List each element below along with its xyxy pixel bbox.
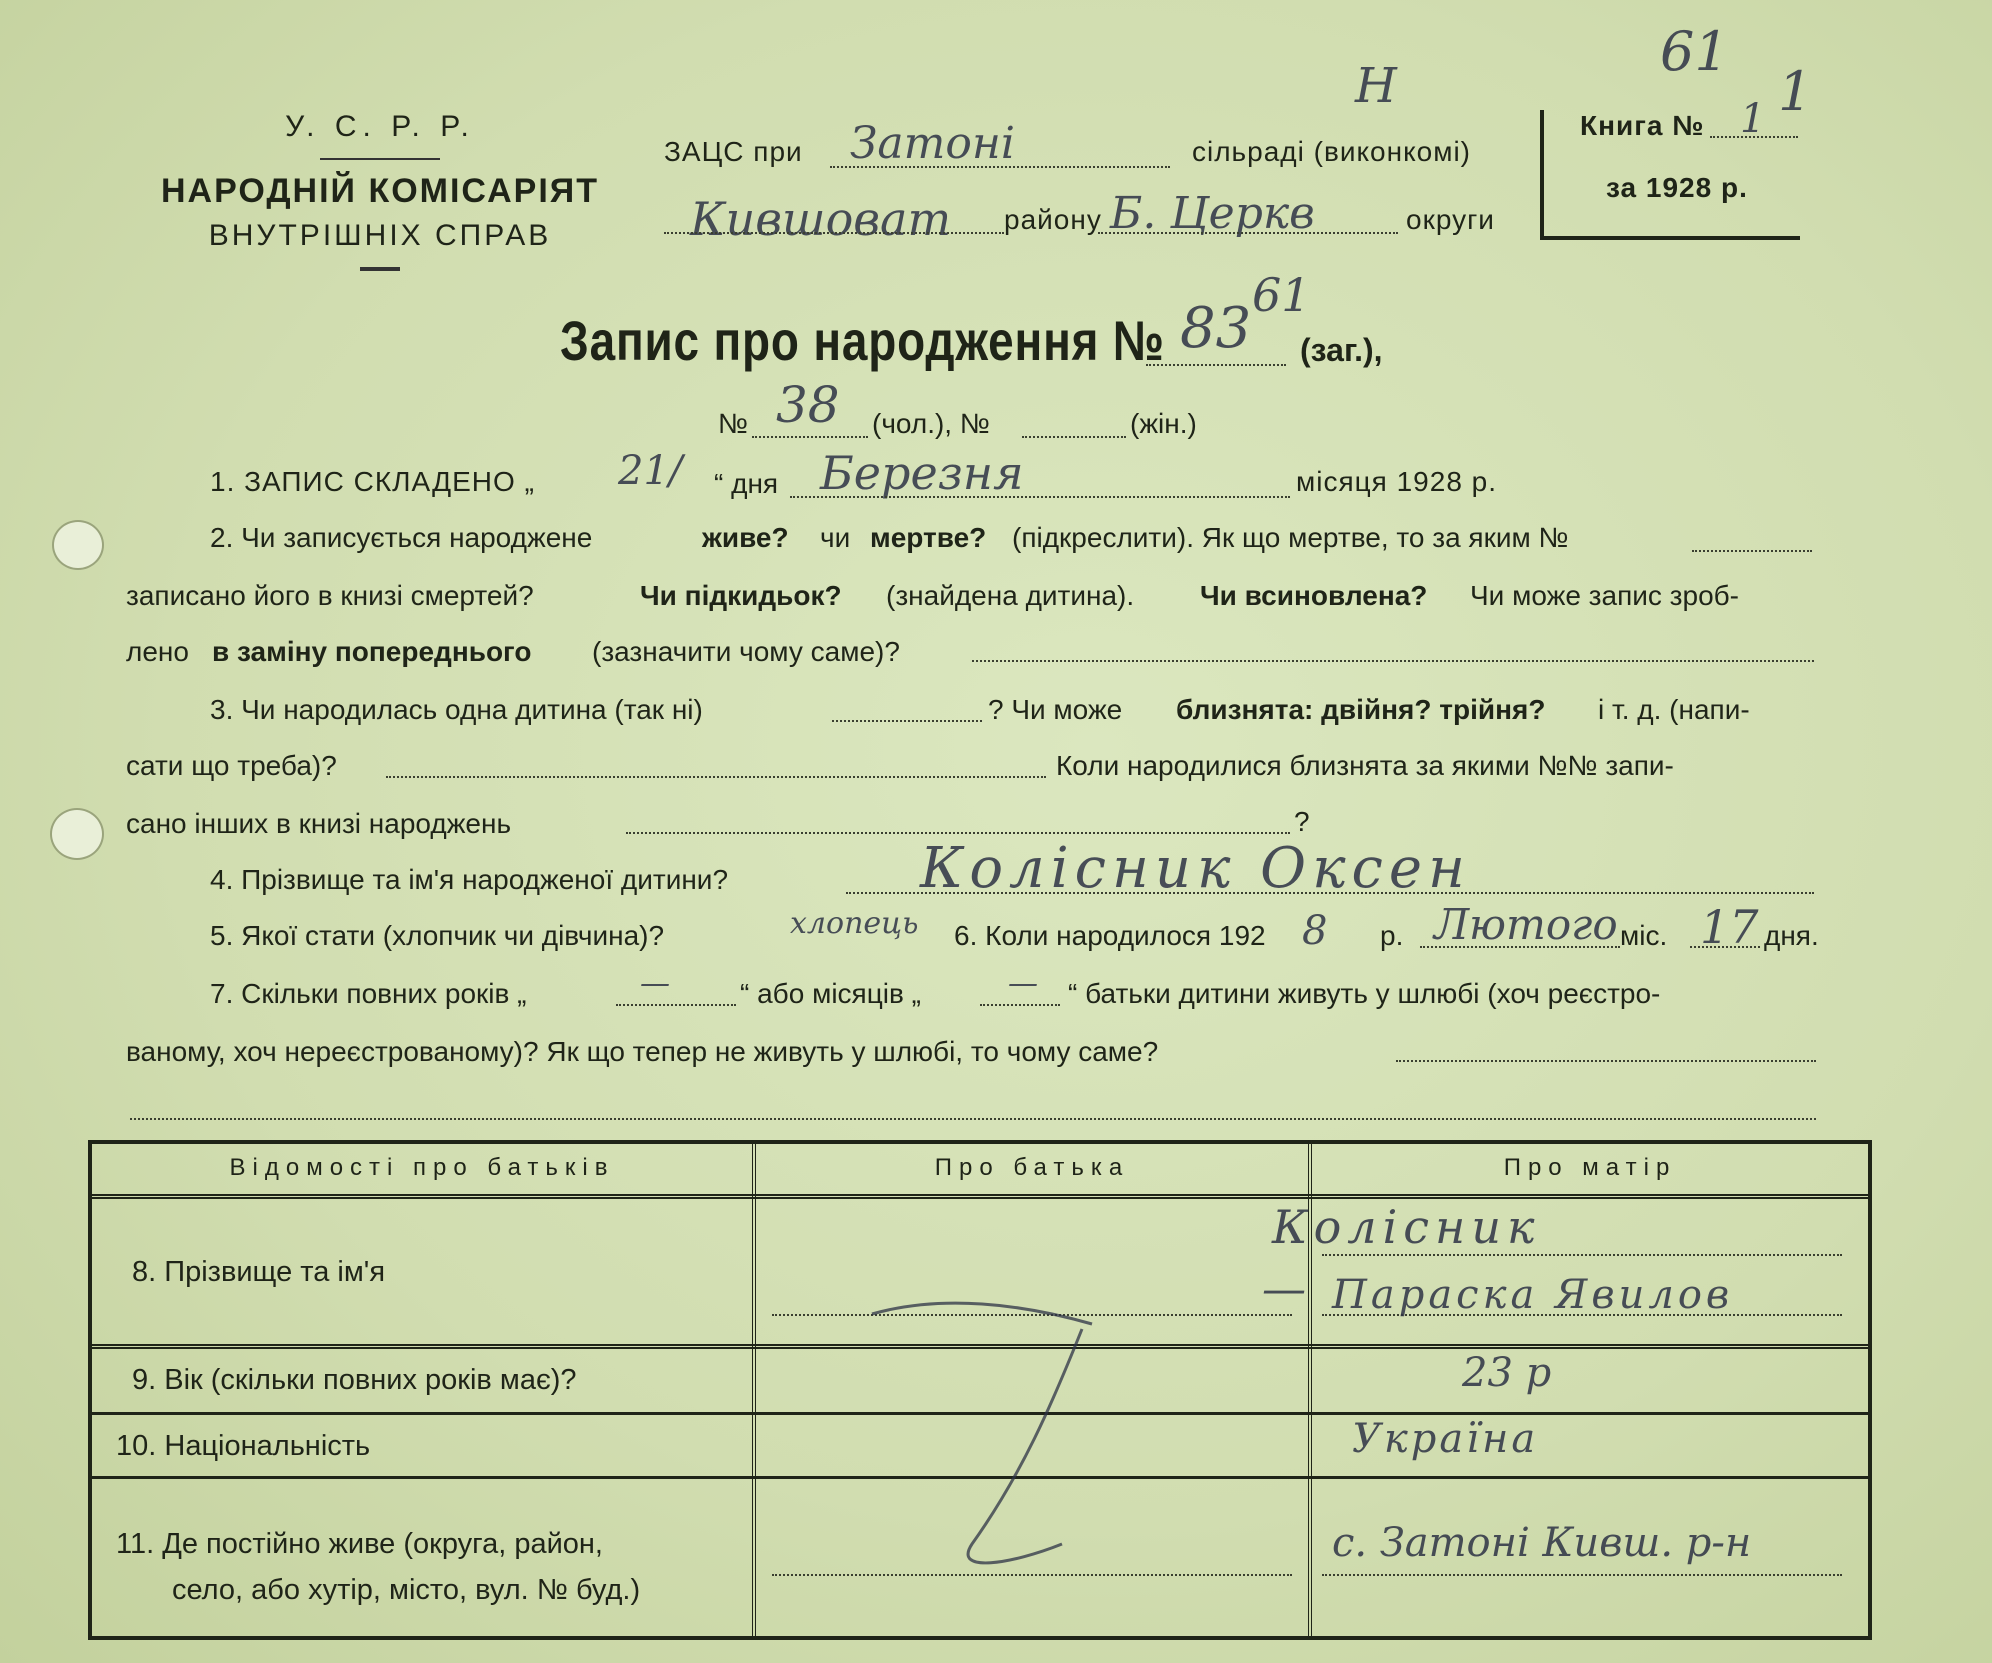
q5-sex: хлопець: [790, 906, 919, 941]
fill-line: [980, 1004, 1060, 1006]
female-label: (жін.): [1130, 408, 1197, 439]
q2-foundling: Чи підкидьок?: [640, 580, 842, 611]
male-number: 38: [776, 376, 840, 434]
fill-line: [1692, 550, 1812, 552]
fill-line: [626, 832, 1290, 834]
q6-day: 17: [1700, 900, 1759, 954]
father-dash-stroke: [852, 1274, 1152, 1594]
q4-child-name: Колісник Оксен: [920, 836, 1471, 901]
q2-live: живе?: [702, 522, 789, 553]
book-label: Книга №: [1580, 110, 1705, 141]
top-number: 61: [1660, 20, 1729, 83]
fill-line: [130, 1118, 1816, 1120]
district-label: району: [1004, 204, 1102, 235]
parents-table: [88, 1140, 1872, 1640]
mother-surname: Колісник: [1272, 1200, 1541, 1254]
column-header: Про батька: [934, 1154, 1130, 1181]
father-name: —: [1262, 1264, 1306, 1315]
column-header: Відомості про батьків: [229, 1154, 615, 1181]
zags-suffix: сільраді (виконкомі): [1192, 136, 1471, 167]
q6-year: 8: [1302, 908, 1328, 954]
q7-text: 7. Скільки повних років „: [210, 978, 527, 1009]
record-number-over: 61: [1252, 268, 1311, 322]
binder-hole: [52, 520, 104, 570]
q2-text: (знайдена дитина).: [886, 580, 1135, 611]
fill-line: [846, 892, 1814, 894]
binder-hole: [50, 808, 104, 860]
q2-adopted: Чи всиновлена?: [1200, 580, 1428, 611]
q3-text: ? Чи може: [988, 694, 1123, 725]
divider: [320, 158, 440, 160]
q7-text: ваному, хоч нереєстрованому)? Як що тепер не живуть у шлюбі, то чому саме?: [126, 1036, 1159, 1067]
fill-line: [1022, 436, 1126, 438]
fill-line: [1710, 136, 1798, 138]
q3-text: ?: [1294, 806, 1310, 837]
q5-label: 5. Якої стати (хлопчик чи дівчина)?: [210, 920, 665, 951]
fill-line: [752, 436, 868, 438]
top-mark: Н: [1355, 58, 1397, 114]
q2-text: (підкреслити). Як що мертве, то за яким №: [1012, 522, 1569, 553]
fill-line: [1690, 946, 1760, 948]
fill-line: [1420, 946, 1620, 948]
state-name: У. С. Р. Р.: [285, 110, 475, 143]
q6-label: міс.: [1620, 920, 1668, 951]
divider: [360, 267, 400, 271]
record-title: Запис про народження №: [560, 309, 1165, 372]
organization-block: [140, 110, 620, 285]
fill-line: [1396, 1060, 1816, 1062]
q6-label: дня.: [1764, 920, 1819, 951]
q1-label: 1. ЗАПИС СКЛАДЕНО „: [210, 466, 535, 497]
q7-years: —: [640, 966, 670, 1001]
fill-line: [1322, 1254, 1842, 1256]
male-label: (чол.), №: [872, 408, 990, 439]
fill-line: [832, 720, 982, 722]
q3-text: Коли народилися близнята за якими №№ запи-: [1056, 750, 1674, 781]
q7-text: “ або місяців „: [740, 978, 921, 1009]
q4-label: 4. Прізвище та ім'я народженої дитини?: [210, 864, 729, 895]
record-suffix: (заг.),: [1300, 332, 1383, 368]
fill-line: [1098, 232, 1398, 234]
q1-month: Березня: [820, 446, 1024, 500]
zags-handwritten: Затоні: [850, 118, 1015, 169]
fill-line: [1322, 1574, 1842, 1576]
fill-line: [790, 496, 1290, 498]
mother-age: 23 р: [1462, 1350, 1552, 1396]
commissariat-subtitle: ВНУТРІШНІХ СПРАВ: [208, 219, 552, 252]
district-handwritten: Кившоват: [690, 192, 952, 246]
q3-text: 3. Чи народилась одна дитина (так ні): [210, 694, 703, 725]
record-number: 83: [1180, 296, 1252, 361]
okrug-handwritten: Б. Церкв: [1110, 188, 1315, 239]
q3-text: сано інших в книзі народжень: [126, 808, 512, 839]
q2-text: 2. Чи записується народжене: [210, 522, 593, 553]
q2-text: Чи може запис зроб-: [1470, 580, 1740, 611]
male-prefix: №: [718, 408, 749, 439]
q1-day-label: “ дня: [714, 468, 779, 499]
row-divider: [92, 1194, 1868, 1199]
fill-line: [972, 660, 1814, 662]
row-label: 8. Прізвище та ім'я: [132, 1256, 386, 1288]
q7-months: —: [1008, 966, 1038, 1001]
fill-line: [830, 166, 1170, 168]
fill-line: [1146, 364, 1286, 366]
row-label: 10. Національність: [116, 1430, 371, 1462]
okrug-label: округи: [1406, 204, 1495, 235]
q7-text: “ батьки дитини живуть у шлюбі (хоч реєстро-: [1068, 978, 1661, 1009]
q2-dead: мертве?: [870, 522, 987, 553]
fill-line: [386, 776, 1046, 778]
mother-nationality: Україна: [1352, 1416, 1539, 1462]
column-header: Про матір: [1503, 1154, 1677, 1181]
q1-day: 21/: [618, 448, 683, 494]
q2-or: чи: [820, 522, 851, 553]
row-label: 9. Вік (скільки повних років має)?: [132, 1364, 577, 1396]
column-divider: [752, 1144, 756, 1636]
q3-text: сати що треба)?: [126, 750, 337, 781]
q2-text: лено: [126, 636, 189, 667]
q2-replacement: в заміну попереднього: [212, 636, 532, 667]
q1-suffix: місяця 1928 р.: [1296, 466, 1498, 497]
q3-text: і т. д. (напи-: [1598, 694, 1750, 725]
q2-text: записано його в книзі смертей?: [126, 580, 534, 611]
q6-label: 6. Коли народилося 192: [954, 920, 1266, 951]
row-label: село, або хутір, місто, вул. № буд.): [172, 1574, 641, 1606]
zags-prefix: ЗАЦС при: [664, 136, 803, 167]
fill-line: [664, 232, 1004, 234]
row-label: 11. Де постійно живе (округа, район,: [116, 1528, 603, 1560]
book-year: за 1928 р.: [1606, 172, 1748, 203]
book-value: 1: [1740, 96, 1766, 142]
top-number-2: 1: [1778, 60, 1813, 123]
q3-twins: близнята: двійня? трійня?: [1176, 694, 1546, 725]
q2-text: (зазначити чому саме)?: [592, 636, 900, 667]
fill-line: [616, 1004, 736, 1006]
mother-residence: с. Затоні Кивш. р-н: [1332, 1520, 1752, 1566]
commissariat-title: НАРОДНІЙ КОМІСАРІЯТ: [161, 172, 599, 210]
q6-month: Лютого: [1434, 900, 1618, 949]
mother-name: Параска Явилов: [1332, 1272, 1734, 1318]
q6-label: р.: [1380, 920, 1404, 951]
